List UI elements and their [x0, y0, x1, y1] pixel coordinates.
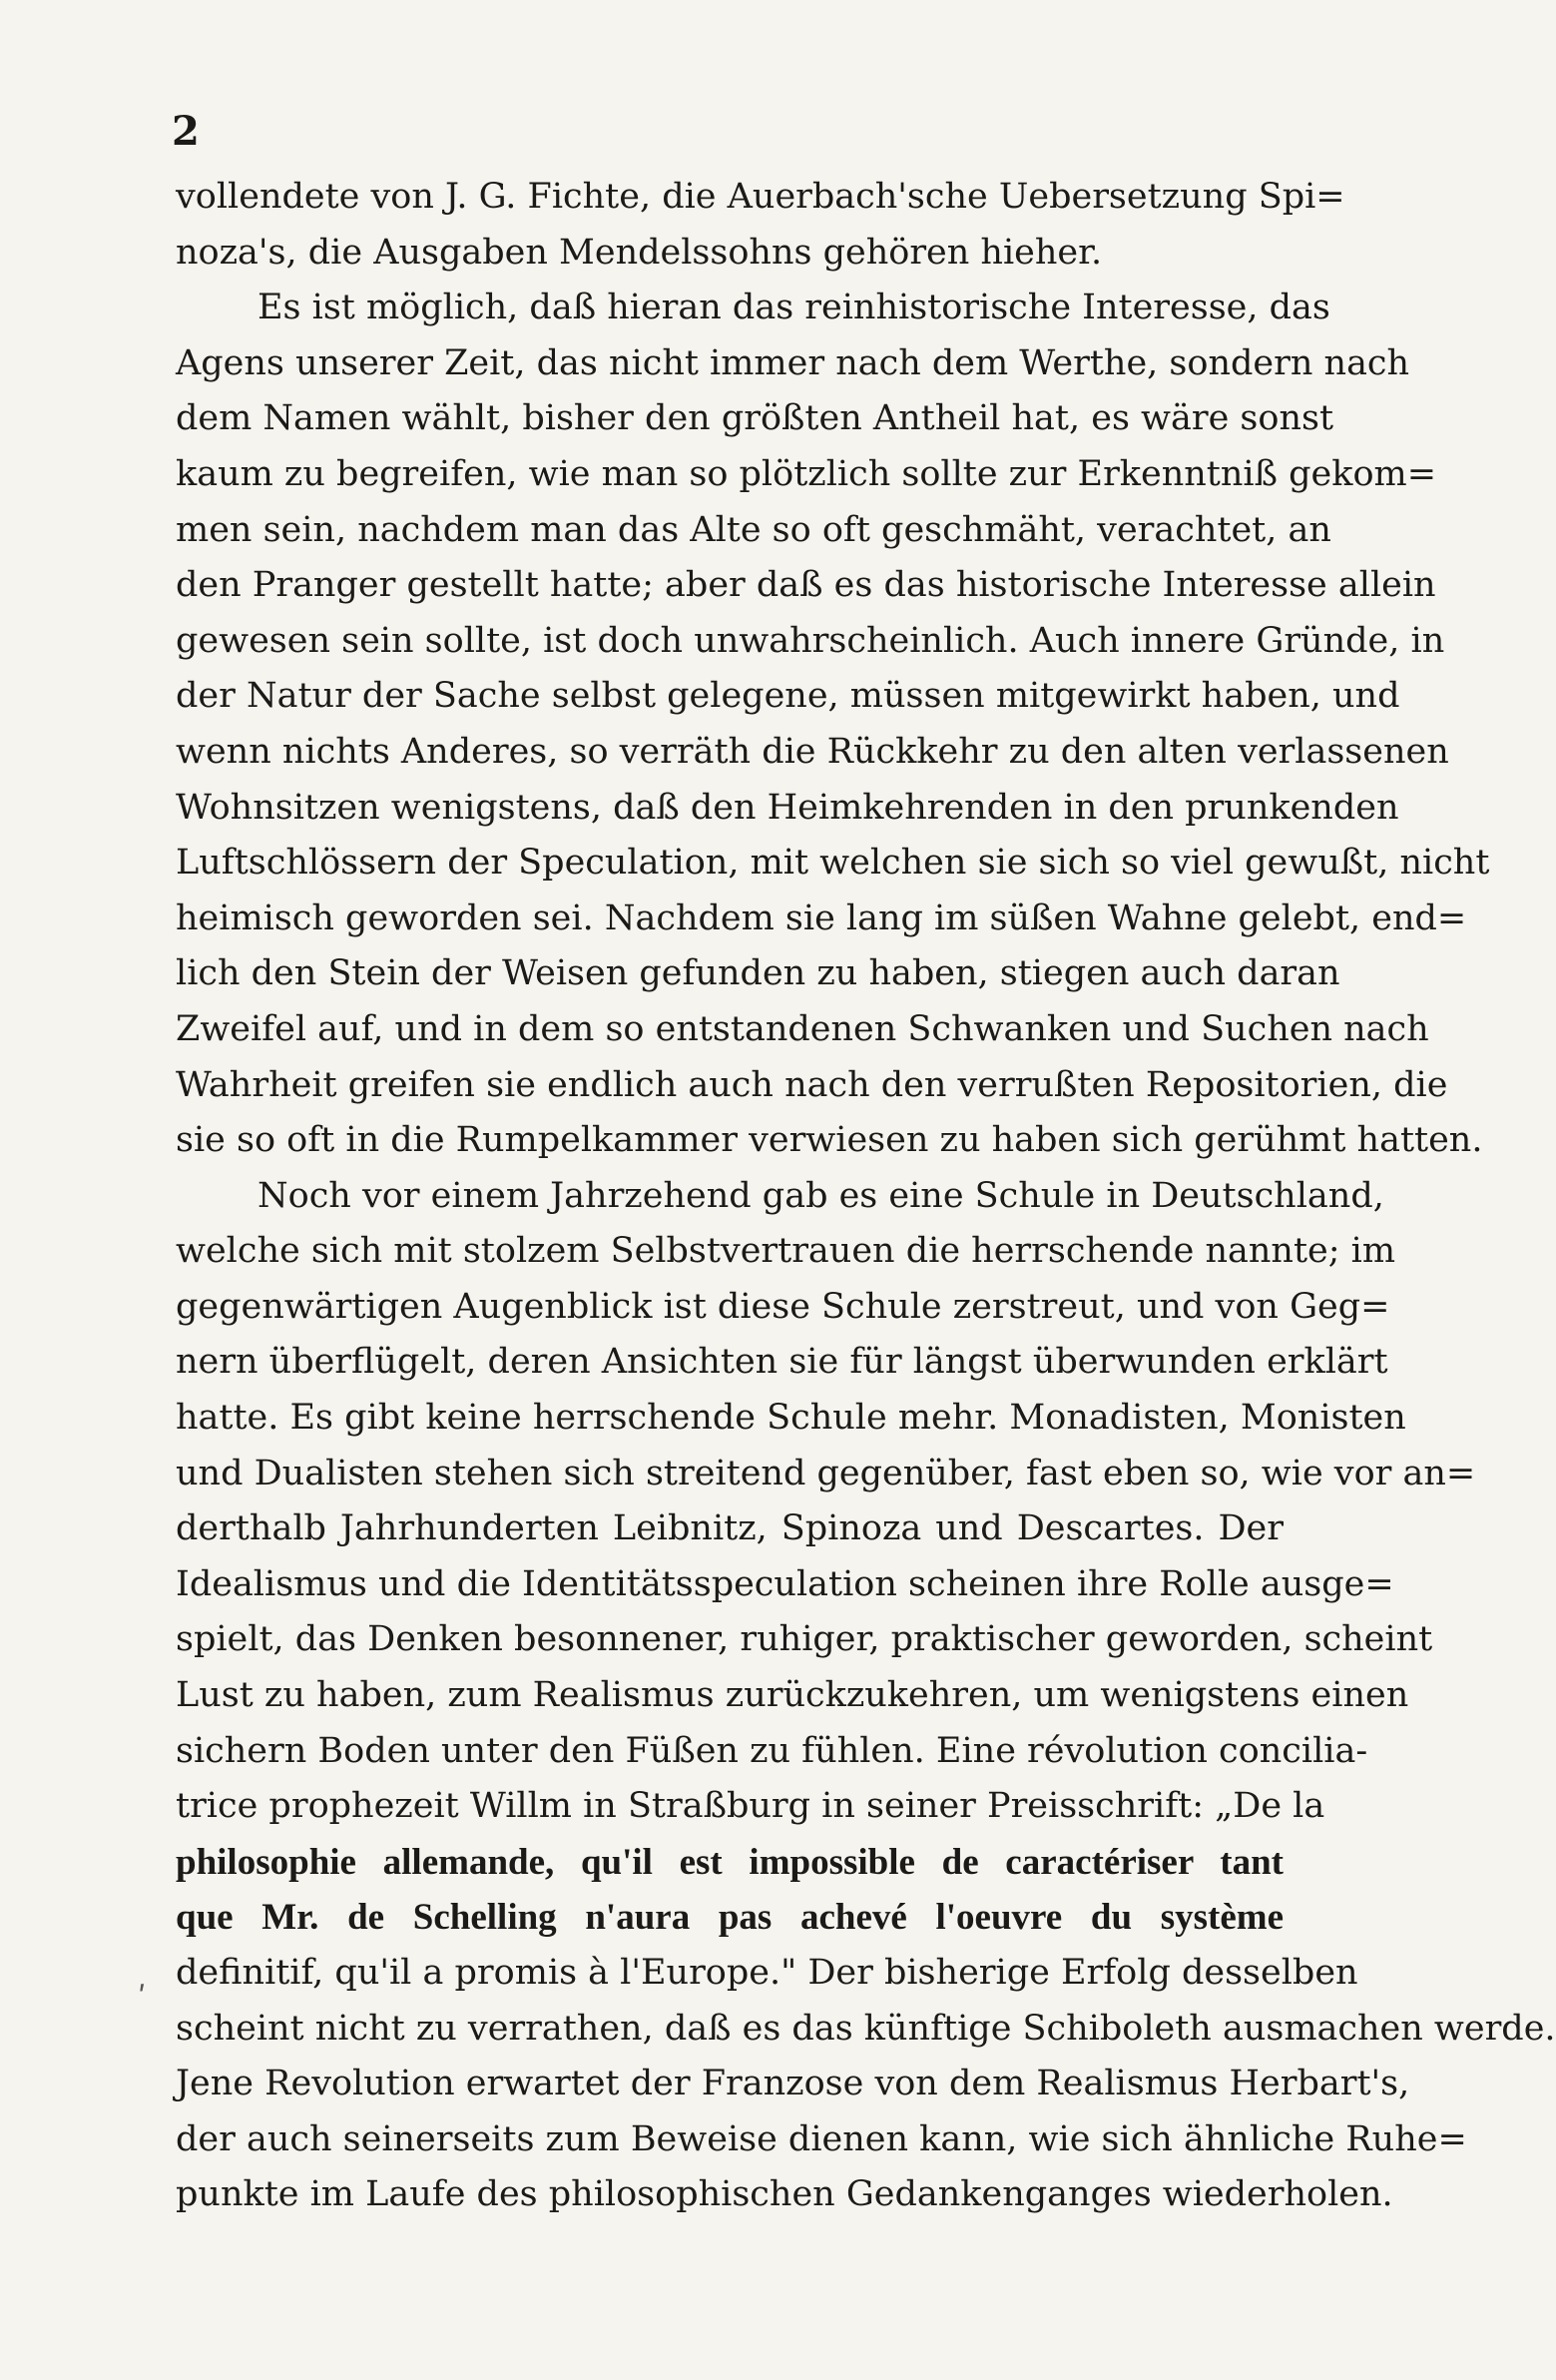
text-line: definitif, qu'il a promis à l'Europe." Der bisherige Erfolg desselben	[176, 1953, 1358, 1993]
text-line: wenn nichts Anderes, so verräth die Rückkehr zu den alten verlassenen	[176, 731, 1449, 772]
text-line: sichern Boden unter den Füßen zu fühlen. Eine révolution concilia-	[176, 1730, 1368, 1771]
text-line: punkte im Laufe des philosophischen Gedankenganges wiederholen.	[176, 2174, 1393, 2215]
text-line: sie so oft in die Rumpelkammer verwiesen zu haben sich gerühmt hatten.	[176, 1120, 1483, 1161]
text-line: Luftschlössern der Speculation, mit welchen sie sich so viel gewußt, nicht	[176, 843, 1490, 884]
text-line: derthalb Jahrhunderten Leibnitz, Spinoza und Descartes. Der	[176, 1508, 1284, 1549]
text-line: Agens unserer Zeit, das nicht immer nach dem Werthe, sondern nach	[176, 342, 1410, 383]
body-text	[176, 170, 1556, 2223]
margin-mark: ʹ	[138, 1981, 147, 2016]
text-line: vollendete von J. G. Fichte, die Auerbach'sche Uebersetzung Spi=	[176, 177, 1345, 217]
text-line: nern überflügelt, deren Ansichten sie für längst überwunden erklärt	[176, 1342, 1388, 1383]
text-line: den Pranger gestellt hatte; aber daß es das historische Interesse allein	[176, 565, 1436, 606]
text-line: noza's, die Ausgaben Mendelssohns gehören hieher.	[176, 232, 1103, 273]
text-line: gewesen sein sollte, ist doch unwahrscheinlich. Auch innere Gründe, in	[176, 620, 1445, 661]
text-line: der auch seinerseits zum Beweise dienen kann, wie sich ähnliche Ruhe=	[176, 2118, 1467, 2159]
text-line: Lust zu haben, zum Realismus zurückzukehren, um wenigstens einen	[176, 1675, 1409, 1716]
text-line: der Natur der Sache selbst gelegene, müssen mitgewirkt haben, und	[176, 676, 1400, 717]
text-line: Jene Revolution erwartet der Franzose von dem Realismus Herbart's,	[176, 2064, 1410, 2104]
text-line: gegenwärtigen Augenblick ist diese Schule zerstreut, und von Geg=	[176, 1286, 1390, 1327]
text-line: spielt, das Denken besonnener, ruhiger, praktischer geworden, scheint	[176, 1619, 1433, 1660]
text-line: philosophie allemande, qu'il est impossible de caractériser tant	[176, 1841, 1284, 1883]
text-line: Noch vor einem Jahrzehend gab es eine Schule in Deutschland,	[258, 1175, 1384, 1216]
text-line: lich den Stein der Weisen gefunden zu haben, stiegen auch daran	[176, 953, 1340, 994]
text-line: und Dualisten stehen sich streitend gegenüber, fast eben so, wie vor an=	[176, 1453, 1476, 1493]
text-line: heimisch geworden sei. Nachdem sie lang im süßen Wahne gelebt, end=	[176, 897, 1467, 938]
page-number: 2	[172, 108, 200, 155]
text-line: kaum zu begreifen, wie man so plötzlich sollte zur Erkenntniß gekom=	[176, 453, 1437, 494]
text-line: Idealismus und die Identitätsspeculation scheinen ihre Rolle ausge=	[176, 1563, 1394, 1604]
text-line: hatte. Es gibt keine herrschende Schule mehr. Monadisten, Monisten	[176, 1398, 1406, 1439]
text-line: men sein, nachdem man das Alte so oft geschmäht, verachtet, an	[176, 509, 1331, 550]
text-line: Wohnsitzen wenigstens, daß den Heimkehrenden in den prunkenden	[176, 787, 1399, 828]
text-line: dem Namen wählt, bisher den größten Antheil hat, es wäre sonst	[176, 398, 1334, 439]
text-line: scheint nicht zu verrathen, daß es das künftige Schiboleth ausmachen werde.	[176, 2008, 1556, 2049]
text-line: trice prophezeit Willm in Straßburg in seiner Preisschrift: „De la	[176, 1786, 1325, 1827]
text-line: welche sich mit stolzem Selbstvertrauen die herrschende nannte; im	[176, 1231, 1396, 1272]
text-line: que Mr. de Schelling n'aura pas achevé l'oeuvre du système	[176, 1897, 1284, 1939]
text-line: Zweifel auf, und in dem so entstandenen Schwanken und Suchen nach	[176, 1008, 1429, 1049]
text-line: Wahrheit greifen sie endlich auch nach den verrußten Repositorien, die	[176, 1064, 1448, 1105]
text-line: Es ist möglich, daß hieran das reinhistorische Interesse, das	[258, 288, 1330, 328]
